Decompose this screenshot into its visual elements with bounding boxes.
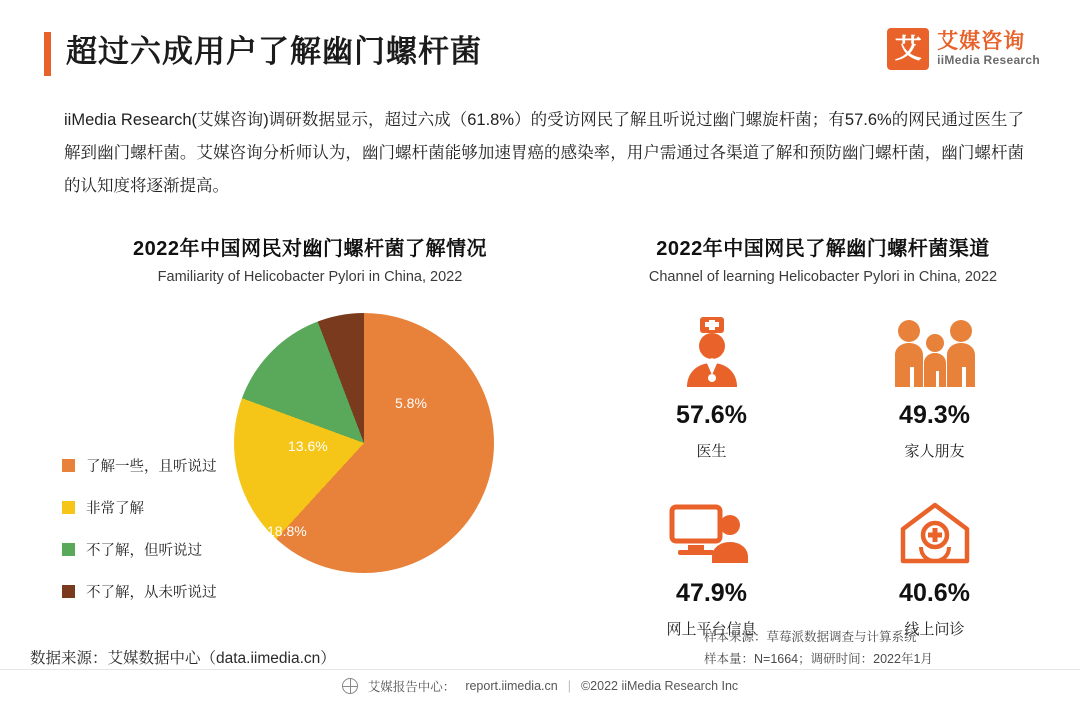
legend-swatch-icon [62,501,75,514]
legend-swatch-icon [62,543,75,556]
legend-item [62,497,252,518]
globe-icon [342,678,358,694]
channel-title-en: Channel of learning Helicobacter Pylori in China, 2022 [648,269,998,285]
page-title: 超过六成用户了解幽门螺杆菌 [66,34,482,69]
logo-mark-icon: 艾 [887,28,929,70]
sample-source: 样本来源：草莓派数据调查与计算系统 [704,630,917,644]
sample-size: 样本量：N=1664；调研时间：2022年1月 [704,652,933,666]
legend-label: 不了解，从未听说过 [86,585,217,601]
header [44,26,1040,90]
channel-label: 线上问诊 [904,621,965,638]
footer-center-label: 艾媒报告中心： [367,680,456,694]
footer-copyright: ©2022 iiMedia Research Inc [580,679,739,693]
channel-icon-grid [600,311,1046,639]
channel-item-online-consult [823,489,1046,639]
logo-name-cn: 艾媒咨询 [937,30,1026,54]
logo-name-en: iiMedia Research [937,53,1040,68]
data-source: 数据来源：艾媒数据中心（data.iimedia.cn） [30,650,336,667]
legend-label: 不了解，但听说过 [86,543,202,559]
channel-value: 49.3% [899,401,970,429]
pie-chart-title-cn: 2022年中国网民对幽门螺杆菌了解情况 [133,238,487,260]
pie-chart-block [40,232,580,625]
channel-value: 57.6% [676,401,747,429]
family-icon [887,311,983,389]
doctor-icon [674,311,750,389]
online-clinic-icon [895,489,975,567]
channel-title-cn: 2022年中国网民了解幽门螺杆菌渠道 [656,238,990,260]
pie-slice-label-2: 18.8% [267,523,307,539]
pie-chart-area [40,295,580,625]
sample-notes [704,626,1044,670]
footer-bar [0,669,1080,702]
intro-paragraph: iiMedia Research(艾媒咨询)调研数据显示，超过六成（61.8%）的受访网民了解且听说过幽门螺旋杆菌；有57.6%的网民通过医生了解到幽门螺杆菌。艾媒咨询分析师认为，幽门螺杆菌能够加速胃癌的感染率，用户需通过各渠道了解和预防幽门螺杆菌，幽门螺杆菌的认知度将逐渐提高。 [64,111,1024,195]
pie-chart-title-en: Familiarity of Helicobacter Pylori in China, 2022 [157,269,463,285]
legend-swatch-icon [62,585,75,598]
channel-block [600,232,1046,639]
legend-item [62,539,252,560]
pie-legend [62,455,252,623]
computer-user-icon [668,489,756,567]
legend-item [62,581,252,602]
footer-url[interactable]: report.iimedia.cn [465,679,558,693]
pie-slice-label-1: 61.8% [460,555,500,571]
channel-label: 网上平台信息 [666,621,757,638]
title-accent-bar [44,32,51,76]
brand-logo [887,28,1040,70]
channel-item-online-platform [600,489,823,639]
channel-value: 47.9% [676,579,747,607]
legend-swatch-icon [62,459,75,472]
pie-slice-label-4: 5.8% [395,395,427,411]
channel-label: 家人朋友 [904,443,965,460]
channel-item-family [823,311,1046,461]
channel-item-doctor [600,311,823,461]
legend-item [62,455,252,476]
pie-slice-label-3: 13.6% [288,438,328,454]
footer-separator: | [567,679,571,693]
channel-value: 40.6% [899,579,970,607]
legend-label: 非常了解 [86,501,144,517]
channel-label: 医生 [696,443,727,460]
legend-label: 了解一些，且听说过 [86,459,217,475]
logo-text [937,30,1040,68]
